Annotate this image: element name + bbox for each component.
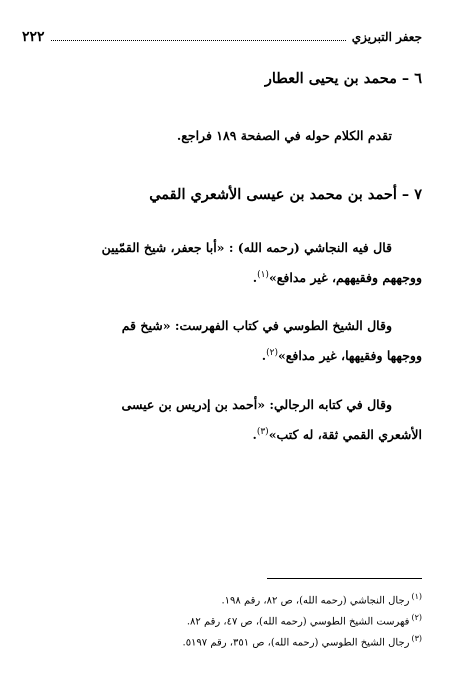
footnote-number: (٢) [411, 613, 422, 622]
paragraph-text: ووجههم وفقيههم، غير مدافع» [268, 270, 422, 285]
paragraph-line: وقال في كتابه الرجالي: «أحمد بن إدريس بن عيسى [121, 397, 392, 412]
najashi-quote-paragraph [18, 233, 422, 293]
entry-6-paragraph [18, 121, 422, 151]
paragraph-line-last: الأشعري القمي ثقة، له كتب»$^{(٣)}$. [252, 426, 422, 442]
paragraph-text: ووجهها وفقيهها، غير مدافع» [277, 348, 422, 363]
paragraph-text: الأشعري القمي ثقة، له كتب» [268, 427, 422, 442]
paragraph-line: تقدم الكلام حوله في الصفحة ١٨٩ فراجع. [176, 128, 392, 143]
running-title: جعفر التبريزي [351, 30, 422, 44]
footnote-3 [30, 634, 422, 648]
footnote-separator [267, 578, 422, 579]
fihrist-quote-paragraph [18, 311, 422, 371]
footnote-text: رجال النجاشي (رحمه الله)، ص ٨٢، رقم ١٩٨. [221, 595, 410, 607]
leader-dots [51, 40, 346, 41]
paragraph-line-last: ووجههم وفقيههم، غير مدافع»$^{(١)}$. [252, 269, 422, 285]
footnote-ref-3: (٣) [256, 426, 269, 437]
running-header [22, 22, 422, 52]
footnote-text: رجال الشيخ الطوسي (رحمه الله)، ص ٣٥١، رقم ٥١٩٧. [182, 637, 410, 649]
paragraph-line: قال فيه النجاشي (رحمه الله) : «أبا جعفر، شيخ القمّيين [101, 240, 392, 255]
footnote-1 [30, 592, 422, 606]
paragraph-line-last: ووجهها وفقيهها، غير مدافع»$^{(٢)}$. [261, 347, 422, 363]
footnote-2 [30, 613, 422, 627]
footnote-number: (١) [411, 592, 422, 601]
page-number: ٢٢٢ [22, 29, 45, 45]
rijal-quote-paragraph [18, 390, 422, 450]
footnote-text: فهرست الشيخ الطوسي (رحمه الله)، ص ٤٧، رقم ٨٢. [186, 616, 410, 628]
entry-heading-6: ٦ – محمد بن يحيى العطار [264, 70, 422, 87]
footnote-ref-2: (٢) [266, 347, 278, 358]
footnote-number: (٣) [411, 634, 422, 643]
footnote-ref-1: (١) [257, 269, 269, 280]
entry-heading-7: ٧ – أحمد بن محمد بن عيسى الأشعري القمي [149, 186, 422, 203]
paragraph-line: وقال الشيخ الطوسي في كتاب الفهرست: «شيخ قم [121, 318, 392, 333]
